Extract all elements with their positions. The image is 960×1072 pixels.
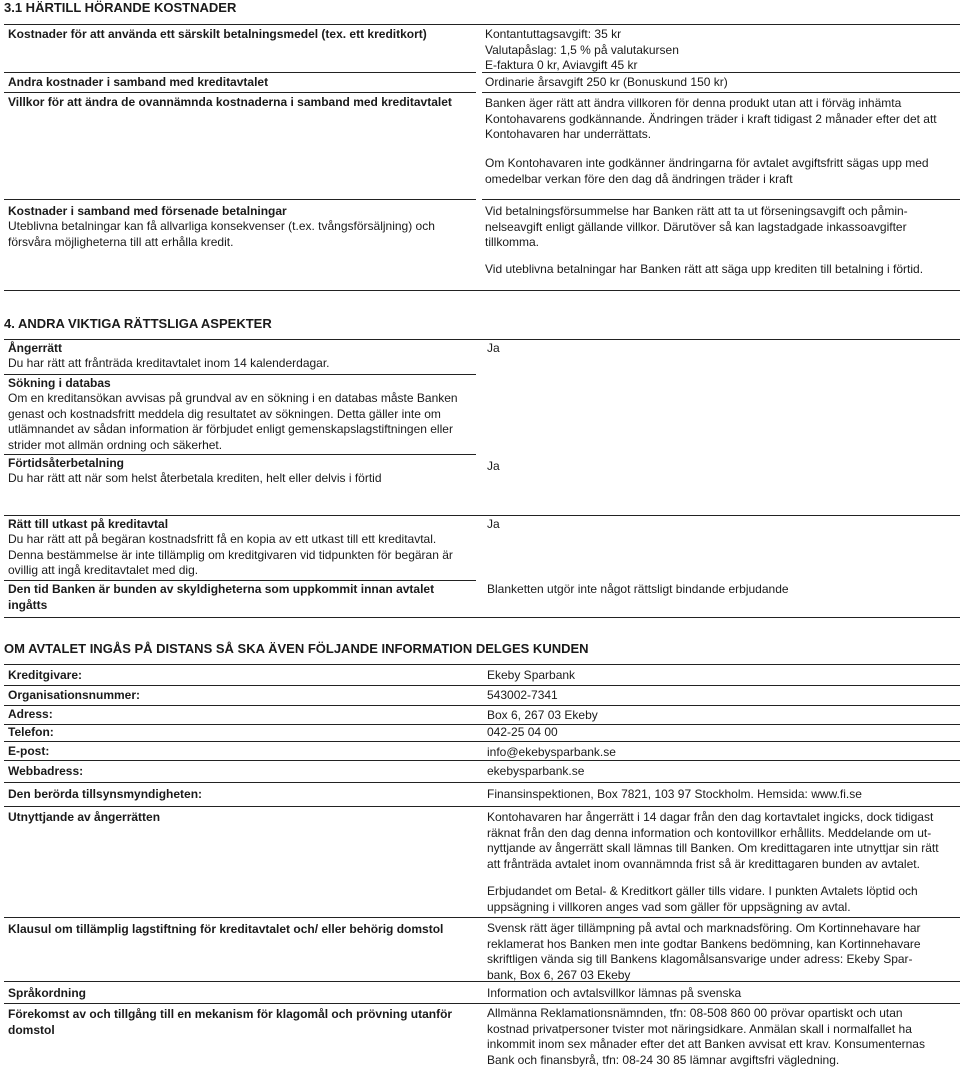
divider bbox=[4, 1003, 960, 1004]
divider bbox=[482, 92, 960, 93]
label-applicable-law: Klausul om tillämplig lagstiftning för kreditavtalet och/ eller behörig domstol bbox=[8, 922, 444, 936]
value-email[interactable]: info@ekebysparbank.se bbox=[487, 745, 616, 759]
divider bbox=[4, 617, 960, 618]
label-complaints-mechanism: Förekomst av och tillgång till en mekanism för klagomål och prövning utanför domstol bbox=[8, 1007, 453, 1037]
row-value-late-payment-2: Vid uteblivna betalningar har Banken rätt att säga upp krediten till betalning i förtid. bbox=[485, 262, 924, 276]
divider bbox=[4, 741, 960, 742]
value-creditor: Ekeby Sparbank bbox=[487, 668, 576, 682]
value-language: Information och avtalsvillkor lämnas på svenska bbox=[487, 986, 742, 1000]
section-title-legal-aspects: 4. ANDRA VIKTIGA RÄTTSLIGA ASPEKTER bbox=[4, 316, 272, 331]
row-value-other-costs: Ordinarie årsavgift 250 kr (Bonuskund 150 kr) bbox=[485, 75, 728, 89]
divider bbox=[4, 199, 476, 200]
divider bbox=[4, 981, 960, 982]
value-org-number: 543002-7341 bbox=[487, 688, 558, 702]
label-language: Språkordning bbox=[8, 986, 87, 1000]
row-label-right-of-withdrawal: Ångerrätt bbox=[8, 341, 63, 355]
value-website[interactable]: ekebysparbank.se bbox=[487, 764, 585, 778]
divider bbox=[4, 705, 960, 706]
divider bbox=[4, 515, 960, 516]
divider bbox=[4, 374, 476, 375]
label-withdrawal-use: Utnyttjande av ångerrätten bbox=[8, 810, 161, 824]
divider bbox=[4, 580, 476, 581]
value-complaints-mechanism: Allmänna Reklamationsnämnden, tfn: 08-508 860 00 prövar opartiskt och utan kostnad privatpersoner tvister mot näringsidkare. Anmälan skall i normalfallet ha inkommit inom sex månader efter det att Banken avvisat ett krav. Konsumenternas Bank och finansbyrå, tfn: 08-24 30 85 lämnar avgiftsfri vägledning. bbox=[487, 1006, 925, 1067]
row-label-late-payment: Kostnader i samband med försenade betalningar bbox=[8, 204, 287, 218]
row-label-change-conditions: Villkor för att ändra de ovannämnda kostnaderna i samband med kreditavtalet bbox=[8, 95, 452, 109]
row-text-late-payment: Uteblivna betalningar kan få allvarliga konsekvenser (t.ex. tvångsförsäljning) och försvåra möjligheterna till att erhålla kredit. bbox=[8, 219, 435, 249]
row-text-early-repayment: Du har rätt att när som helst återbetala krediten, helt eller delvis i förtid bbox=[8, 471, 382, 485]
row-value-right-of-withdrawal: Ja bbox=[487, 341, 500, 355]
section-title-distance-info: OM AVTALET INGÅS PÅ DISTANS SÅ SKA ÄVEN FÖLJANDE INFORMATION DELGES KUNDEN bbox=[4, 641, 589, 656]
label-org-number: Organisationsnummer: bbox=[8, 688, 141, 702]
divider bbox=[4, 290, 960, 291]
divider bbox=[4, 92, 476, 93]
value-address: Box 6, 267 03 Ekeby bbox=[487, 708, 598, 722]
label-email: E-post: bbox=[8, 744, 50, 758]
value-withdrawal-use: Kontohavaren har ångerrätt i 14 dagar från den dag kortavtalet ingicks, dock tidigast räknat från den dag denna information och kontovillkor erhållits. Meddelande om ut- nyttjande av ångerrätt skall lämnas till Banken. Om kredittagaren inte utnyttjar sin rätt att frånträda avtalet inom ovannämnda frist så är kredittagaren bunden av avtalet. bbox=[487, 810, 939, 871]
row-text-database-search: Om en kreditansökan avvisas på grundval av en sökning i en databas måste Banken genast och kostnadsfritt meddela dig resultatet av sökningen. Detta gäller inte om utlämnandet av sådan information är förbjudet enligt gemenskapslagstiftningen eller strider mot allmän ordning och säkerhet. bbox=[8, 391, 458, 452]
row-text-draft-agreement: Du har rätt att på begäran kostnadsfritt få en kopia av ett utkast till ett kreditavtal. Denna bestämmelse är inte tillämplig om kreditgivaren vid tidpunkten för begäran är ovillig att ingå kreditavtalet med dig. bbox=[8, 532, 453, 577]
divider bbox=[482, 199, 960, 200]
row-text-right-of-withdrawal: Du har rätt att frånträda kreditavtalet inom 14 kalenderdagar. bbox=[8, 356, 330, 370]
row-label-other-costs: Andra kostnader i samband med kreditavtalet bbox=[8, 75, 269, 89]
value-phone: 042-25 04 00 bbox=[487, 725, 558, 739]
row-value-late-payment: Vid betalningsförsummelse har Banken rätt att ta ut förseningsavgift och påmin- nelseavgift enligt gällande villkor. Därutöver så kan lagstadgade inkassoavgifter tillkomma. bbox=[485, 204, 908, 249]
row-value-payment-method-costs: Kontantuttagsavgift: 35 kr Valutapåslag: 1,5 % på valutakursen E-faktura 0 kr, Aviavgift 45 kr bbox=[485, 27, 679, 72]
section-title-costs: 3.1 HÄRTILL HÖRANDE KOSTNADER bbox=[4, 0, 237, 15]
row-value-change-conditions: Banken äger rätt att ändra villkoren för denna produkt utan att i förväg inhämta Kontohavarens godkännande. Ändringen träder i kraft tidigast 2 månader efter det att Kontohavaren har underrättats. bbox=[485, 96, 937, 141]
divider bbox=[4, 664, 960, 665]
label-phone: Telefon: bbox=[8, 725, 54, 739]
row-value-binding-period: Blanketten utgör inte något rättsligt bindande erbjudande bbox=[487, 582, 789, 596]
row-label-binding-period: Den tid Banken är bunden av skyldigheterna som uppkommit innan avtalet ingåtts bbox=[8, 582, 435, 612]
divider bbox=[4, 782, 960, 783]
divider bbox=[4, 24, 960, 25]
label-creditor: Kreditgivare: bbox=[8, 668, 83, 682]
divider bbox=[4, 339, 960, 340]
row-value-early-repayment: Ja bbox=[487, 459, 500, 473]
divider bbox=[4, 724, 960, 725]
label-website: Webbadress: bbox=[8, 764, 84, 778]
divider bbox=[4, 72, 476, 73]
row-label-payment-method-costs: Kostnader för att använda ett särskilt betalningsmedel (tex. ett kreditkort) bbox=[8, 27, 427, 41]
row-label-draft-agreement: Rätt till utkast på kreditavtal bbox=[8, 517, 169, 531]
row-label-database-search: Sökning i databas bbox=[8, 376, 111, 390]
row-value-draft-agreement: Ja bbox=[487, 517, 500, 531]
divider bbox=[4, 454, 476, 455]
divider bbox=[4, 917, 960, 918]
value-withdrawal-use-2: Erbjudandet om Betal- & Kreditkort gäller tills vidare. I punkten Avtalets löptid och uppsägning i villkoren anges vad som gäller för uppsägning av avtal. bbox=[487, 884, 918, 914]
label-supervisory-authority: Den berörda tillsynsmyndigheten: bbox=[8, 787, 203, 801]
row-label-early-repayment: Förtidsåterbetalning bbox=[8, 456, 125, 470]
value-applicable-law: Svensk rätt äger tillämpning på avtal och marknadsföring. Om Kortinnehavare har reklamerat hos Banken men inte godtar Bankens bedömning, kan Kortinnehavare skriftligen vända sig till Bankens klagomålsansvarige under adress: Ekeby Spar- bank, Box 6, 267 03 Ekeby bbox=[487, 921, 921, 982]
row-value-change-conditions-2: Om Kontohavaren inte godkänner ändringarna för avtalet avgiftsfritt sägas upp med omedelbar verkan före den dag då ändringen träder i kraft bbox=[485, 156, 929, 186]
divider bbox=[4, 806, 960, 807]
divider bbox=[4, 685, 960, 686]
label-address: Adress: bbox=[8, 707, 53, 721]
value-supervisory-authority: Finansinspektionen, Box 7821, 103 97 Stockholm. Hemsida: www.fi.se bbox=[487, 787, 862, 801]
divider bbox=[482, 72, 960, 73]
divider bbox=[4, 760, 960, 761]
